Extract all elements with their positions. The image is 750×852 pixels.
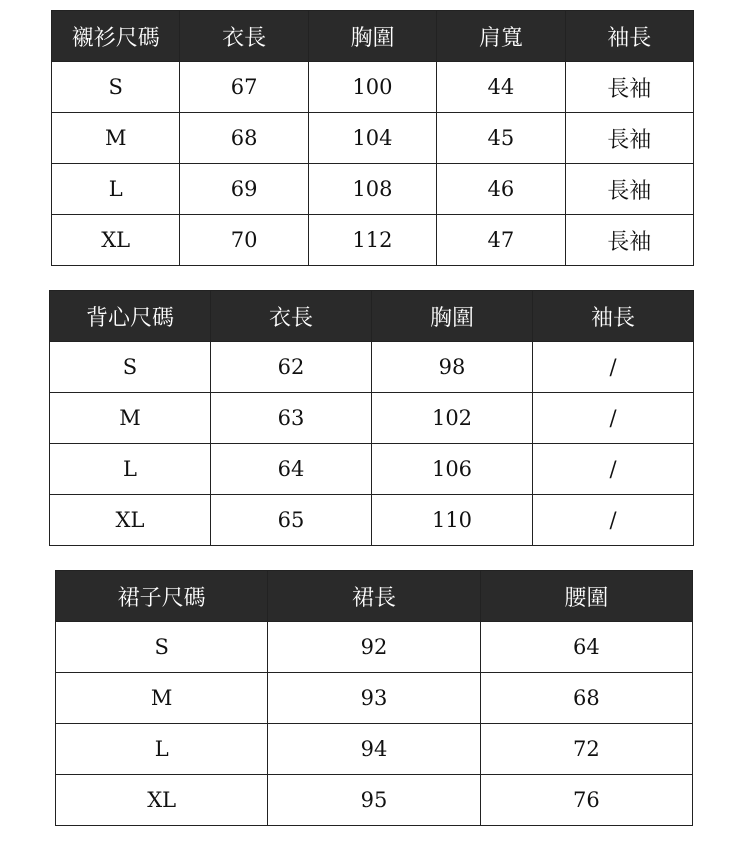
column-header: 胸圍 [308, 11, 436, 62]
table-cell: / [533, 495, 694, 546]
size-cell: S [56, 622, 268, 673]
table-cell: 110 [372, 495, 533, 546]
table-cell: 98 [372, 342, 533, 393]
table-cell: 長袖 [565, 113, 693, 164]
table-cell: 67 [180, 62, 308, 113]
skirt-size-table [55, 570, 693, 826]
size-cell: S [50, 342, 211, 393]
size-cell: L [52, 164, 180, 215]
table-cell: 68 [180, 113, 308, 164]
table-cell: 102 [372, 393, 533, 444]
size-cell: M [56, 673, 268, 724]
size-cell: XL [52, 215, 180, 266]
table-cell: 93 [268, 673, 480, 724]
table-cell: / [533, 444, 694, 495]
table-row [52, 164, 694, 215]
table-cell: 47 [437, 215, 565, 266]
table-cell: 64 [211, 444, 372, 495]
table-cell: 100 [308, 62, 436, 113]
table-cell: 92 [268, 622, 480, 673]
table-cell: / [533, 342, 694, 393]
table-row [50, 342, 694, 393]
column-header: 袖長 [533, 291, 694, 342]
table-row [56, 622, 693, 673]
vest-size-table [49, 290, 694, 546]
table-header-row [56, 571, 693, 622]
table-cell: 62 [211, 342, 372, 393]
column-header: 衣長 [180, 11, 308, 62]
column-header: 衣長 [211, 291, 372, 342]
table-cell: 長袖 [565, 164, 693, 215]
table-cell: 104 [308, 113, 436, 164]
column-header: 背心尺碼 [50, 291, 211, 342]
table-row [50, 444, 694, 495]
table-cell: 44 [437, 62, 565, 113]
table-cell: 70 [180, 215, 308, 266]
size-cell: S [52, 62, 180, 113]
table-cell: 63 [211, 393, 372, 444]
column-header: 胸圍 [372, 291, 533, 342]
table-row [50, 495, 694, 546]
table-cell: 65 [211, 495, 372, 546]
table-cell: / [533, 393, 694, 444]
table-header-row [52, 11, 694, 62]
table-cell: 112 [308, 215, 436, 266]
column-header: 肩寬 [437, 11, 565, 62]
column-header: 裙子尺碼 [56, 571, 268, 622]
table-row [50, 393, 694, 444]
column-header: 袖長 [565, 11, 693, 62]
size-cell: XL [56, 775, 268, 826]
table-row [52, 62, 694, 113]
table-cell: 95 [268, 775, 480, 826]
table-cell: 46 [437, 164, 565, 215]
table-cell: 45 [437, 113, 565, 164]
size-cell: M [50, 393, 211, 444]
size-cell: L [50, 444, 211, 495]
table-row [56, 724, 693, 775]
column-header: 襯衫尺碼 [52, 11, 180, 62]
table-row [52, 113, 694, 164]
table-cell: 76 [480, 775, 692, 826]
table-cell: 108 [308, 164, 436, 215]
table-row [56, 673, 693, 724]
table-cell: 106 [372, 444, 533, 495]
table-row [52, 215, 694, 266]
shirt-size-table [51, 10, 694, 266]
size-cell: XL [50, 495, 211, 546]
table-cell: 94 [268, 724, 480, 775]
table-cell: 68 [480, 673, 692, 724]
table-cell: 69 [180, 164, 308, 215]
column-header: 裙長 [268, 571, 480, 622]
table-header-row [50, 291, 694, 342]
table-cell: 72 [480, 724, 692, 775]
table-cell: 長袖 [565, 62, 693, 113]
table-row [56, 775, 693, 826]
size-cell: L [56, 724, 268, 775]
table-cell: 64 [480, 622, 692, 673]
size-cell: M [52, 113, 180, 164]
table-cell: 長袖 [565, 215, 693, 266]
column-header: 腰圍 [480, 571, 692, 622]
